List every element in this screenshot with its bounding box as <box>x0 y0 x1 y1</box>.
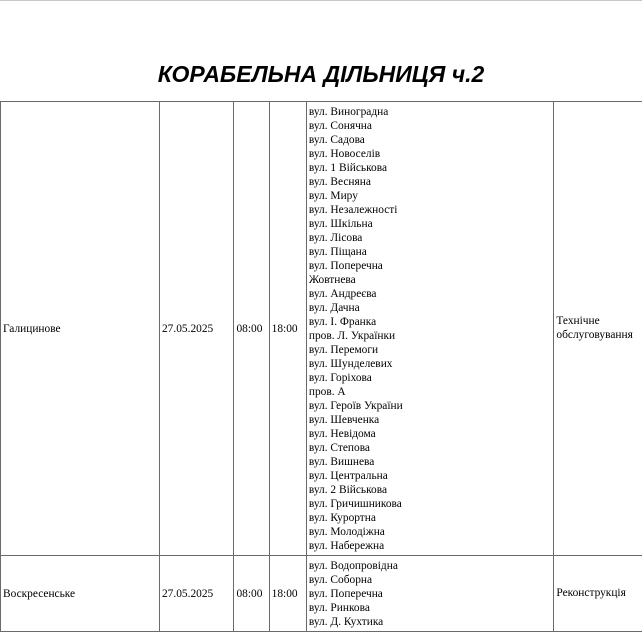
street-item: вул. Весняна <box>308 175 371 188</box>
street-item: вул. Сонячна <box>308 119 372 132</box>
street-item: вул. Ринкова <box>308 601 370 614</box>
street-item: вул. Шкільна <box>308 217 373 230</box>
street-item: вул. І. Франка <box>308 315 377 328</box>
street-item: вул. Піщана <box>308 245 367 258</box>
end-time-cell: 18:00 <box>269 102 306 556</box>
location-cell: Воскресенське <box>1 556 160 632</box>
table-row <box>1 556 642 632</box>
street-item: вул. Молодіжна <box>308 525 385 538</box>
street-item: вул. Лісова <box>308 231 363 244</box>
street-item: вул. Набережна <box>308 539 385 552</box>
streets-cell <box>306 556 554 632</box>
street-item: вул. Дачна <box>308 301 360 314</box>
street-list <box>309 559 554 629</box>
end-time-cell: 18:00 <box>269 556 306 632</box>
street-item: вул. Центральна <box>308 469 388 482</box>
streets-cell <box>306 102 554 556</box>
street-item: вул. Миру <box>308 189 358 202</box>
street-item: вул. Курортна <box>308 511 376 524</box>
street-item: вул. Перемоги <box>308 343 379 356</box>
reason-cell <box>554 556 642 632</box>
street-list <box>309 105 554 553</box>
start-time-cell: 08:00 <box>234 102 269 556</box>
street-item: вул. Степова <box>308 441 370 454</box>
street-item: вул. Новоселів <box>308 147 381 160</box>
location-cell: Галицинове <box>1 102 160 556</box>
street-item: вул. Виноградна <box>308 105 389 118</box>
street-item: пров. Л. Українки <box>308 329 396 342</box>
date-cell: 27.05.2025 <box>159 556 233 632</box>
street-item: вул. Незалежності <box>308 203 398 216</box>
reason-text: Реконструкція <box>556 586 626 599</box>
street-item: Жовтнева <box>308 273 356 286</box>
street-item: вул. Андреєва <box>308 287 377 300</box>
street-item: вул. Шевченка <box>308 413 380 426</box>
street-item: вул. Водопровідна <box>308 559 398 572</box>
street-item: вул. Садова <box>308 133 365 146</box>
street-item: вул. Поперечна <box>308 259 383 272</box>
start-time-cell: 08:00 <box>234 556 269 632</box>
street-item: вул. Героїв України <box>308 399 403 412</box>
street-item: вул. Шунделевих <box>308 357 393 370</box>
page-title: КОРАБЕЛЬНА ДІЛЬНИЦЯ ч.2 <box>157 61 485 87</box>
street-item: вул. Д. Кухтика <box>308 615 384 628</box>
date-cell: 27.05.2025 <box>159 102 233 556</box>
street-item: вул. Гричишникова <box>308 497 402 510</box>
reason-cell <box>554 102 642 556</box>
top-divider <box>0 0 642 1</box>
street-item: вул. 1 Військова <box>308 161 388 174</box>
street-item: пров. А <box>308 385 346 398</box>
outage-schedule-table <box>0 101 642 632</box>
street-item: вул. Поперечна <box>308 587 383 600</box>
reason-text: Технічне обслуговування <box>556 315 633 341</box>
table-row <box>1 102 642 556</box>
street-item: вул. Горіхова <box>308 371 372 384</box>
street-item: вул. Соборна <box>308 573 373 586</box>
street-item: вул. 2 Військова <box>308 483 388 496</box>
street-item: вул. Невідома <box>308 427 376 440</box>
street-item: вул. Вишнева <box>308 455 375 468</box>
